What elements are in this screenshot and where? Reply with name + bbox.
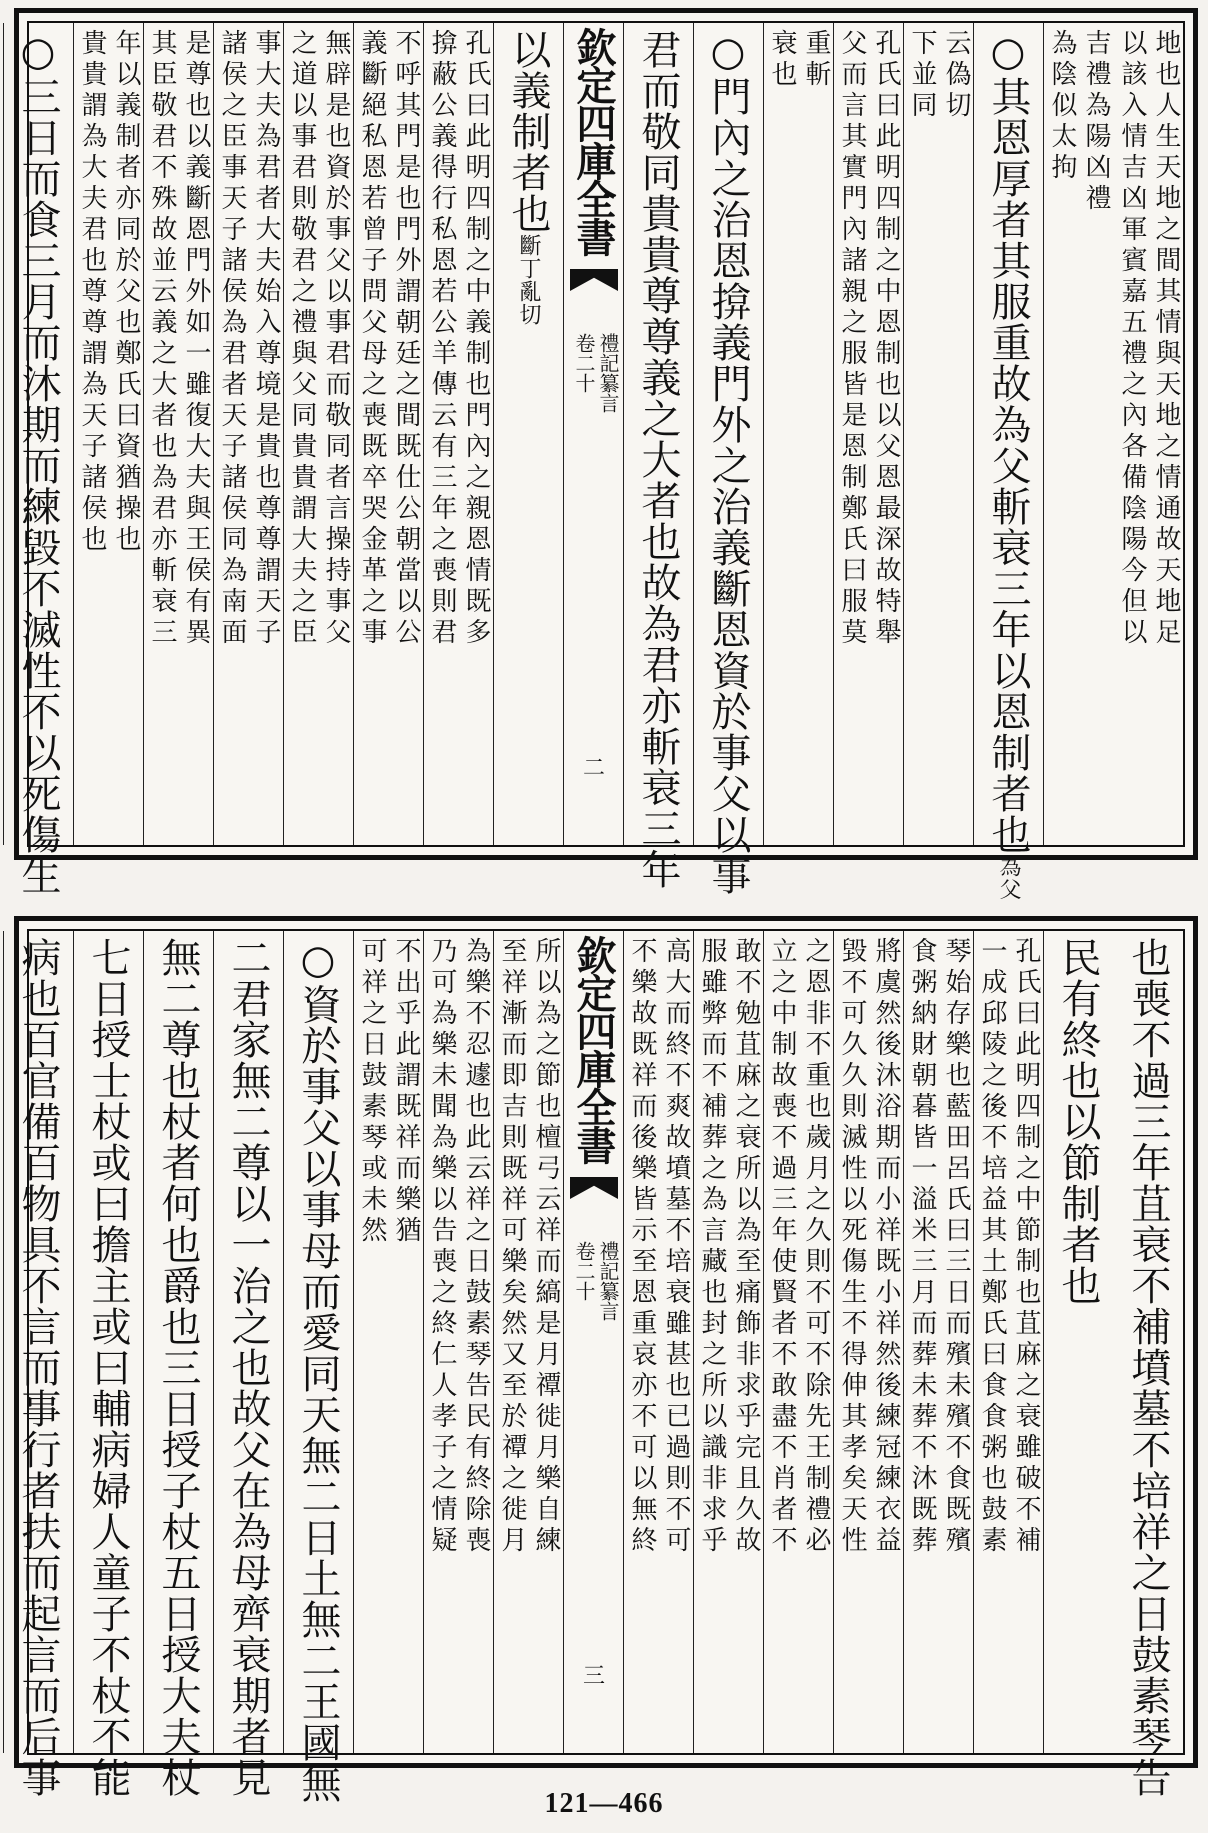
center-fold xyxy=(563,23,623,845)
text-column: 敢不勉苴麻之衰所以為至痛飾非求乎完且久故 服雖弊而不補葬之為言藏也封之所以識非求乎 xyxy=(693,931,763,1753)
text-column: 君而敬同貴貴尊尊義之大者也故為君亦斬衰三年 xyxy=(623,23,693,845)
text-column: 之恩非不重也歲月之久則不可不除先王制禮必 立之中制故喪不過三年使賢者不敢盡不肖者不 xyxy=(763,931,833,1753)
fishtail-mark xyxy=(570,269,618,291)
text-column: 重斬 衰也 xyxy=(763,23,833,845)
text-column: 為樂不忍遽也此云祥之日鼓素琴告民有終除喪 乃可為樂未聞為樂以告喪之終仁人孝子之情疑 xyxy=(423,931,493,1753)
text-column: 無辟是也資於事父以事君而敬同者言操持事父 之道以事君則敬君之禮與父同貴貴謂大夫之臣 xyxy=(283,23,353,845)
text-column: 二君家無二尊以一治之也故父在為母齊衰期者見 xyxy=(213,931,283,1753)
center-fold xyxy=(563,931,623,1753)
text-column: 所以為之節也檀弓云祥而縞是月禫徙月樂自練 至祥漸而即吉則既祥可樂矣然又至於禫之徙月 xyxy=(493,931,563,1753)
text-column: 無二尊也杖者何也爵也三日授子杖五日授大夫杖 xyxy=(143,931,213,1753)
library-title: 欽定四庫全書 xyxy=(570,935,617,1163)
text-column: 是尊也以義斷恩門外如一雖復大夫與王侯有異 其臣敬君不殊故並云義之大者也為君亦斬衰三 xyxy=(143,23,213,845)
text-column: 孔氏曰此明四制之中節制也苴麻之衰雖破不補 一成邱陵之後不培益其土鄭氏曰食食粥也鼓素 xyxy=(973,931,1043,1753)
interlinear-note: 斷丁亂切 xyxy=(516,234,541,326)
text-column: 云偽切 下並同 xyxy=(903,23,973,845)
text-column: 不呼其門是也門外謂朝廷之間既仕公朝當以公 義斷絕私恩若曾子問父母之喪既卒哭金革之事 xyxy=(353,23,423,845)
library-title: 欽定四庫全書 xyxy=(570,27,617,255)
text-column: 吉禮為陽凶禮 為陰似太拘 xyxy=(1043,23,1113,845)
top-page-frame xyxy=(15,21,1185,901)
text-column: ○資於事父以事母而愛同天無二日土無二王國無 xyxy=(283,931,353,1753)
text-column: 也喪不過三年苴衰不補墳墓不培祥之日鼓素琴告 xyxy=(1125,937,1171,1798)
text-column: 高大而終不爽故墳墓不培衰雖甚也已過則不可 不樂故既祥而後樂皆示至恩重哀亦不可以無終 xyxy=(623,931,693,1753)
text-column: 七日授士杖或曰擔主或曰輔病婦人童子不杖不能 xyxy=(73,931,143,1753)
text-column: 年以義制者亦同於父也鄭氏曰資猶操也 貴貴謂為大夫君也尊尊謂為天子諸侯也 xyxy=(73,23,143,845)
text-column: 民有終也以節制者也 xyxy=(1043,931,1113,1753)
text-column: 孔氏曰此明四制之中恩制也以父恩最深故特舉 父而言其實門內諸親之服皆是恩制鄭氏曰服莫 xyxy=(833,23,903,845)
leaf-number: 二 xyxy=(582,756,605,781)
fishtail-mark xyxy=(570,1177,618,1199)
text-column: 病也百官備百物具不言而事行者扶而起言而后事 xyxy=(3,931,73,1753)
text-column: 事大夫為君者大夫始入尊境是貴也尊尊謂天子 諸侯之臣事天子諸侯為君者天子諸侯同為南面 xyxy=(213,23,283,845)
text-column: 將虞然後沐浴期而小祥既小祥然後練冠練衣益 毀不可久久則滅性以死傷生不得伸其孝矣天性 xyxy=(833,931,903,1753)
text-column: 孔氏曰此明四制之中義制也門內之親恩情既多 揜蔽公義得行私恩若公羊傳云有三年之喪則君 xyxy=(423,23,493,845)
page-number: 121—466 xyxy=(544,1788,664,1819)
text-column: 地也人生天地之間其情與天地之情通故天地足 以該入情吉凶軍賓嘉五禮之內各備陰陽今但以 xyxy=(1117,29,1181,649)
text-column: ○其恩厚者其服重故為父斬衰三年以恩制者也為父 xyxy=(973,23,1043,845)
book-title: 禮記纂言 卷二十 xyxy=(572,1241,620,1321)
text-column: 琴始存樂也藍田呂氏曰三日而殯未殯不食既殯 食粥納財朝暮皆一溢米三月而葬未葬不沐既葬 xyxy=(903,931,973,1753)
top-page xyxy=(14,8,1198,901)
book-title: 禮記纂言 卷二十 xyxy=(572,333,620,413)
text-column: 不出乎此謂既祥而樂猶 可祥之日鼓素琴或未然 xyxy=(353,931,423,1753)
text-column: ○三日而食三月而沐期而練毀不滅性不以死傷生 xyxy=(3,23,73,845)
text-column: ○門內之治恩揜義門外之治義斷恩資於事父以事 xyxy=(693,23,763,845)
text-column: 以義制者也斷丁亂切 xyxy=(493,23,563,845)
interlinear-note: 為父 xyxy=(996,855,1021,901)
leaf-number: 三 xyxy=(582,1664,605,1689)
